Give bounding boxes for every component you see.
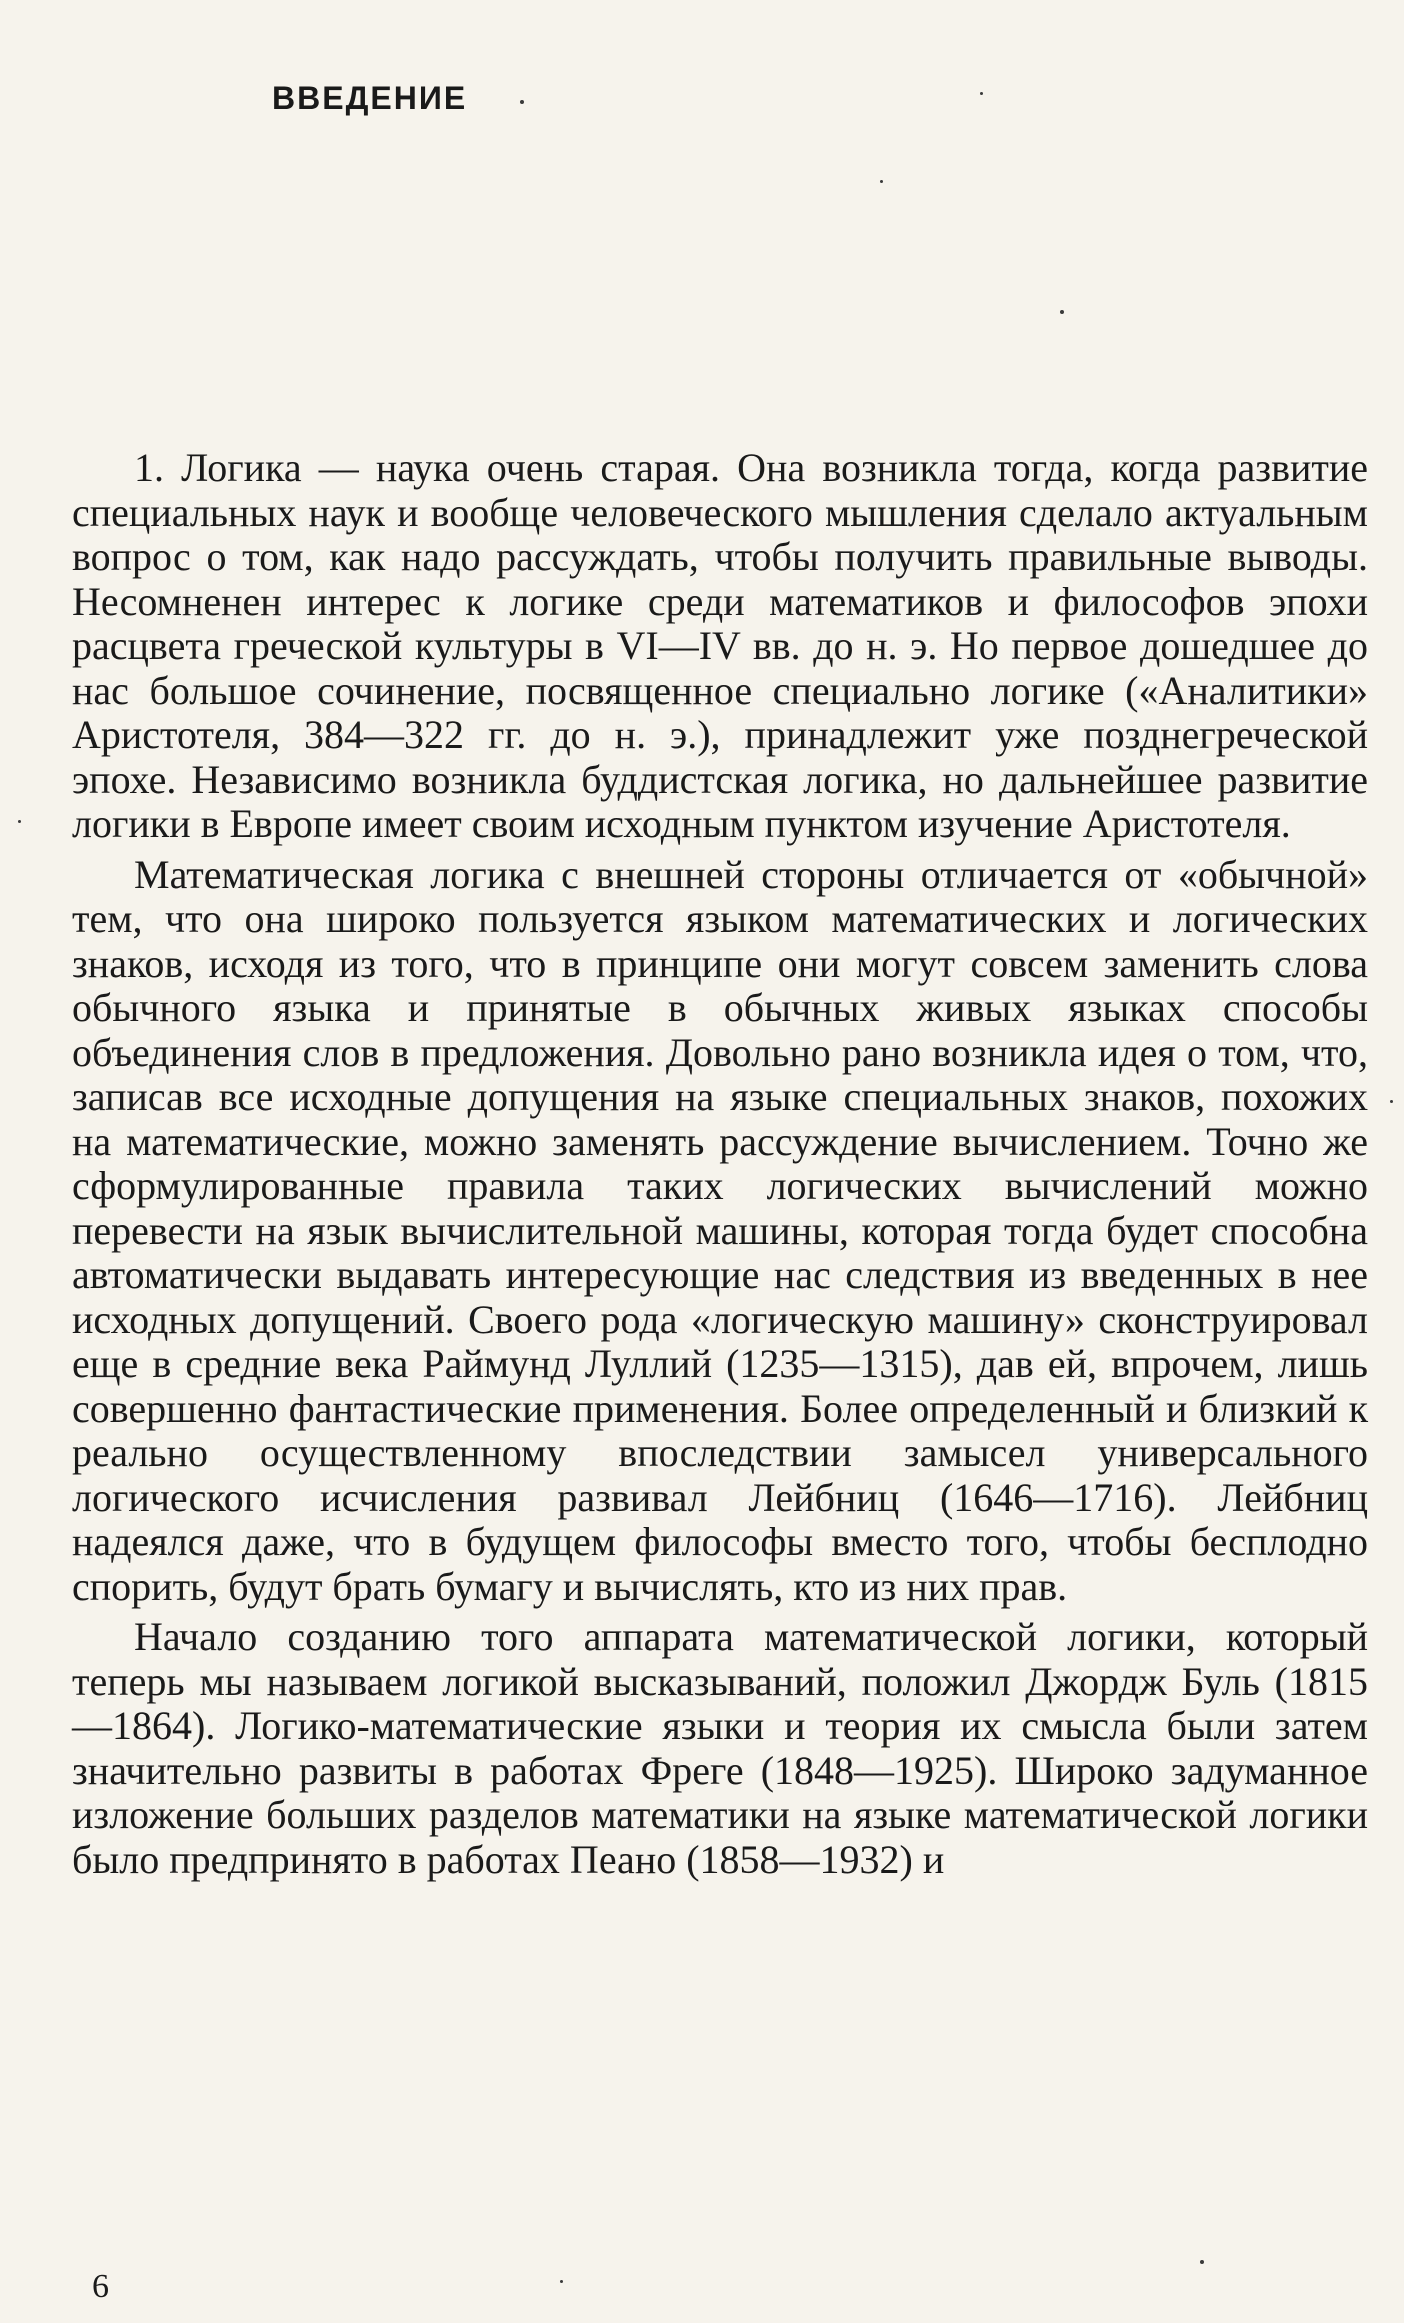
scan-speck bbox=[980, 92, 983, 95]
scan-speck bbox=[520, 100, 524, 104]
scan-speck bbox=[880, 180, 883, 183]
body-text bbox=[72, 446, 1368, 1888]
scan-speck bbox=[1060, 310, 1064, 314]
paragraph-3: Начало созданию того аппарата математической логики, который теперь мы называем логикой высказываний, положил Джордж Буль (1815—1864). Логико-математические языки и теория их смысла были затем значительно развиты в работах Фреге (1848—1925). Широко задуманное изложение больших разделов математики на языке математической логики было предпринято в работах Пеано (1858—1932) и bbox=[72, 1614, 1368, 1882]
scan-speck bbox=[18, 820, 21, 823]
paragraph-1: 1. Логика — наука очень старая. Она возникла тогда, когда развитие специальных наук и вообще человеческого мышления сделало актуальным вопрос о том, как надо рассуждать, чтобы получить правильные выводы. Несомненен интерес к логике среди математиков и философов эпохи расцвета греческой культуры в VI—IV вв. до н. э. Но первое дошедшее до нас большое сочинение, посвященное специально логике («Аналитики» Аристотеля, 384—322 гг. до н. э.), принадлежит уже позднегреческой эпохе. Независимо возникла буддистская логика, но дальнейшее развитие логики в Европе имеет своим исходным пунктом изучение Аристотеля. bbox=[72, 445, 1368, 846]
scan-speck bbox=[560, 2280, 563, 2283]
page-number: 6 bbox=[92, 2268, 109, 2305]
paragraph-2: Математическая логика с внешней стороны отличается от «обычной» тем, что она широко пользуется языком математических и логических знаков, исходя из того, что в принципе они могут совсем заменить слова обычного языка и принятые в обычных живых языках способы объединения слов в предложения. Довольно рано возникла идея о том, что, записав все исходные допущения на языке специальных знаков, похожих на математические, можно заменять рассуждение вычислением. Точно же сформулированные правила таких логических вычислений можно перевести на язык вычислительной машины, которая тогда будет способна автоматически выдавать интересующие нас следствия из введенных в нее исходных допущений. Своего рода «логическую машину» сконструировал еще в средние века Раймунд Луллий (1235—1315), дав ей, впрочем, лишь совершенно фантастические применения. Более определенный и близкий к реально осуществленному впоследствии замысел универсального логического исчисления развивал Лейбниц (1646—1716). Лейбниц надеялся даже, что в будущем философы вместо того, чтобы бесплодно спорить, будут брать бумагу и вычислять, кто из них прав. bbox=[72, 851, 1368, 1609]
section-heading: ВВЕДЕНИЕ bbox=[272, 80, 468, 116]
scan-speck bbox=[1200, 2260, 1204, 2264]
scan-speck bbox=[1390, 1100, 1393, 1103]
